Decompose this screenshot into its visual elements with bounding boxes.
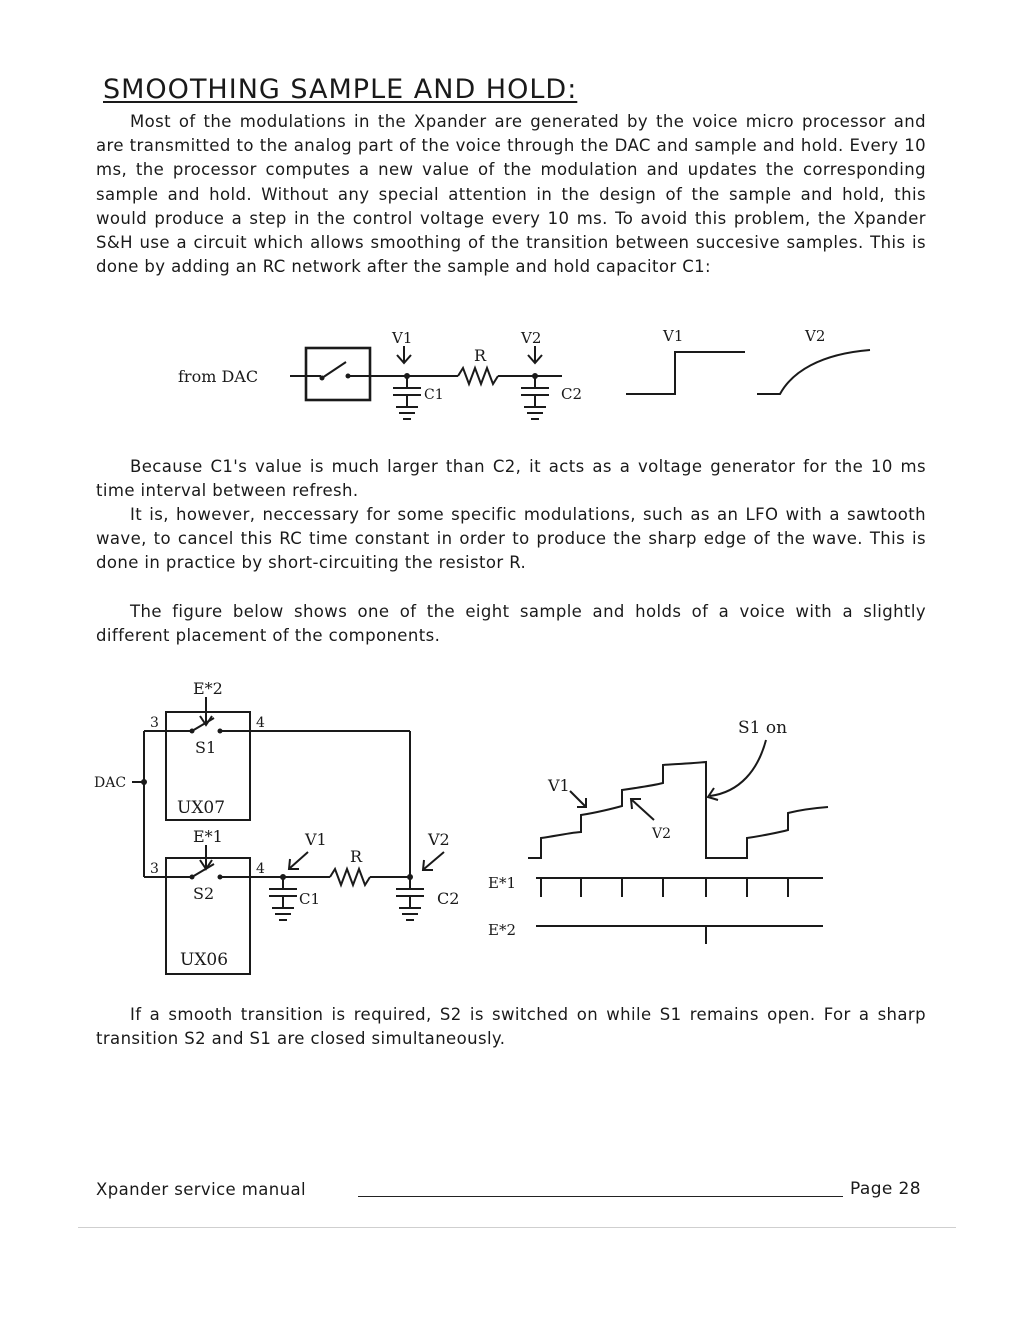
c2-label: C2: [561, 385, 583, 403]
junction-dot: [404, 373, 410, 379]
resistor-label: R: [350, 847, 363, 866]
junction-dot: [407, 874, 413, 880]
v2-label: V2: [521, 329, 542, 347]
dac-junction-dot: [141, 779, 147, 785]
paragraph-c1-text: Because C1's value is much larger than C2, it acts as a voltage generator for the 10 ms time interval between refresh.: [96, 457, 926, 501]
wave-v1-label: V1: [548, 776, 570, 795]
e2-row-label: E*2: [488, 921, 516, 939]
wave-v1-label: V1: [663, 327, 684, 345]
pin-4-label: 4: [256, 715, 265, 731]
paragraph-figure-intro-text: The figure below shows one of the eight sample and holds of a voice with a slightly different placement of the components.: [96, 602, 926, 646]
paragraph-lfo-text: It is, however, neccessary for some specific modulations, such as an LFO with a sawtooth wave, to cancel this RC time constant in order to produce the sharp edge of the wave. This is done in practice by short-circuiting the resistor R.: [96, 505, 926, 573]
from-dac-label: from DAC: [178, 367, 259, 386]
sample-hold-circuit-figure: [0, 670, 1021, 980]
switch-contact-dot: [218, 729, 223, 734]
e1-row-label: E*1: [488, 874, 516, 892]
page-title: SMOOTHING SAMPLE AND HOLD:: [103, 74, 578, 105]
paragraph-transition: [96, 1003, 926, 1051]
pin-3-label: 3: [150, 715, 159, 731]
pin-3-label-b: 3: [150, 861, 159, 877]
v1-label: V1: [392, 329, 413, 347]
v1-label: V1: [305, 830, 327, 849]
paragraph-intro-text: Most of the modulations in the Xpander are generated by the voice micro processor and are transmitted to the analog part of the voice through the DAC and sample and hold. Every 10 ms, the processor computes a new value of the modulation and updates the corresponding sample and hold. Without any special attention in the design of the sample and hold, this would produce a step in the control voltage every 10 ms. To avoid this problem, the Xpander S&H use a circuit which allows smoothing of the transition between succesive samples. This is done by adding an RC network after the sample and hold capacitor C1:: [96, 112, 926, 277]
footer-rule: [358, 1196, 843, 1197]
v2-label: V2: [428, 830, 450, 849]
c1-label: C1: [299, 890, 321, 908]
page-bottom-edge: [78, 1227, 956, 1228]
s2-label: S2: [193, 884, 215, 903]
resistor-label: R: [474, 346, 487, 365]
ux06-label: UX06: [180, 950, 229, 970]
paragraph-transition-text: If a smooth transition is required, S2 is switched on while S1 remains open. For a sharp transition S2 and S1 are closed simultaneously.: [96, 1005, 926, 1049]
footer-manual-name: Xpander service manual: [96, 1180, 306, 1199]
wave-v2-label: V2: [652, 826, 672, 842]
e2-label: E*2: [193, 679, 223, 698]
junction-dot: [532, 373, 538, 379]
paragraph-lfo: [96, 503, 926, 576]
switch-contact-dot: [320, 376, 325, 381]
switch-contact-dot: [190, 729, 195, 734]
s1-label: S1: [195, 738, 217, 757]
rc-network-figure: [0, 320, 1021, 430]
footer-page-number: Page 28: [850, 1179, 921, 1199]
switch-contact-dot: [218, 875, 223, 880]
paragraph-c1: [96, 455, 926, 503]
ux07-label: UX07: [177, 798, 226, 818]
paragraph-figure-intro: [96, 600, 926, 648]
paragraph-intro: [96, 110, 926, 279]
junction-dot: [280, 874, 286, 880]
e1-label: E*1: [193, 827, 223, 846]
dac-label: DAC: [94, 775, 127, 791]
wave-v2-label: V2: [805, 327, 826, 345]
switch-contact-dot: [190, 875, 195, 880]
s1-on-label: S1 on: [738, 718, 788, 738]
pin-4-label-b: 4: [256, 861, 265, 877]
switch-contact-dot: [346, 374, 351, 379]
c2-label: C2: [437, 889, 460, 908]
c1-label: C1: [424, 387, 444, 403]
